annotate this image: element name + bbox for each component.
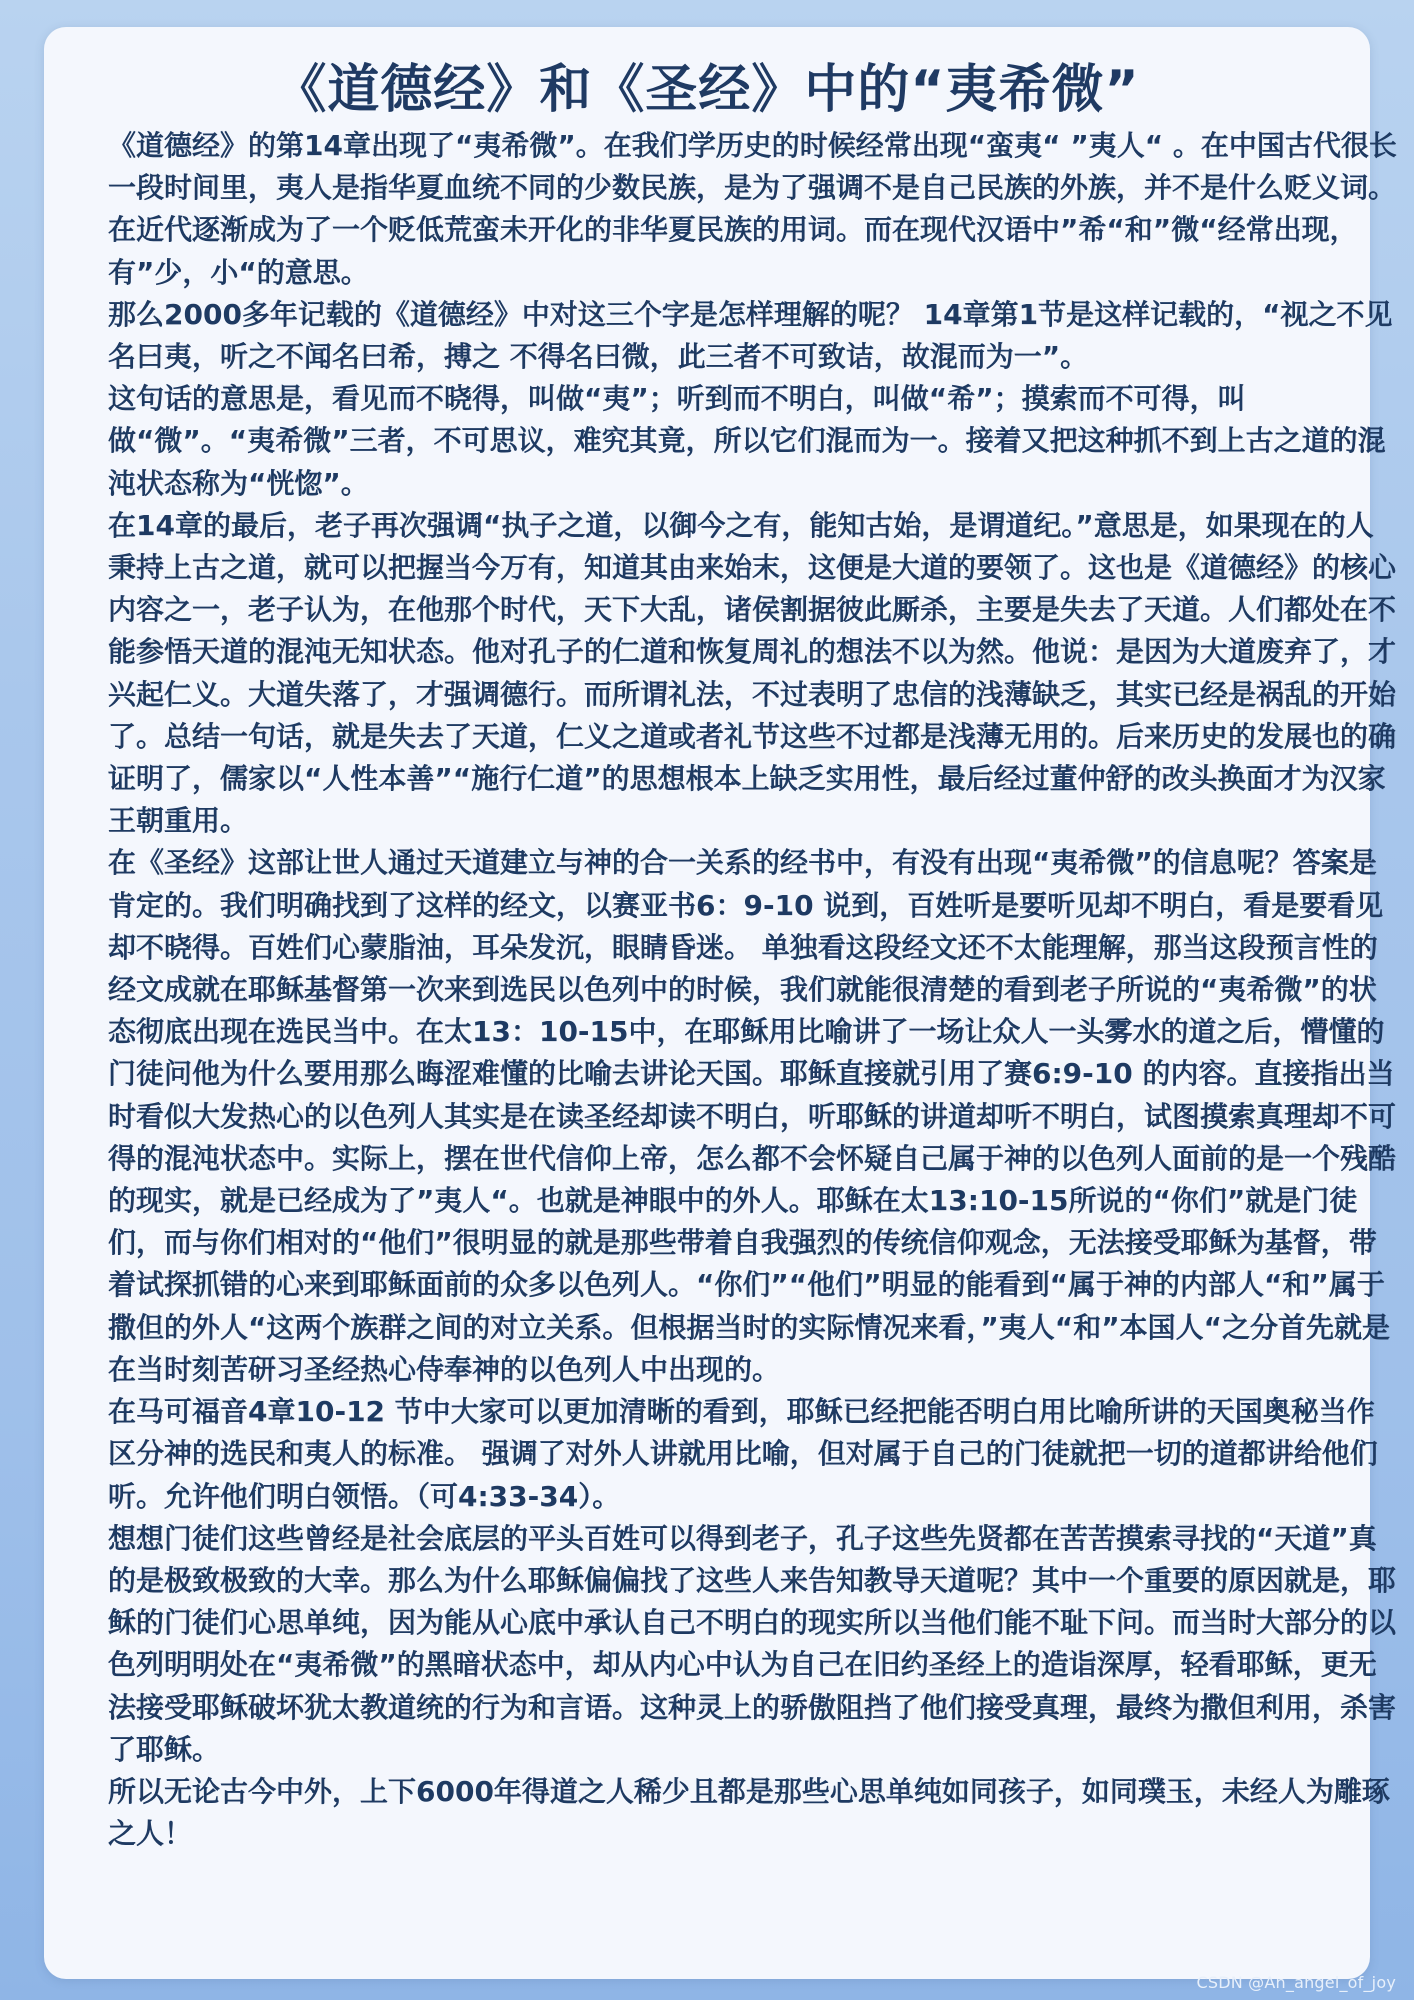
paragraph-3: 这句话的意思是，看见而不晓得，叫做“夷”；听到而不明白，叫做“希”；摸索而不可得，叫做“微”。“夷希微”三者，不可思议，难究其竟，所以它们混而为一。接着又把这种抓不到上古之道的混沌状态称为“恍惚”。: [108, 382, 1386, 500]
paragraph-8: 所以无论古今中外，上下6000年得道之人稀少且都是那些心思单纯如同孩子，如同璞玉，未经人为雕琢之人！: [108, 1774, 1390, 1851]
paragraph-1: 《道德经》的第14章出现了“夷希微”。在我们学历史的时候经常出现“蛮夷“ ”夷人“ 。在中国古代很长一段时间里，夷人是指华夏血统不同的少数民族，是为了强调不是自己民族的外族，并不是什么贬义词。在近代逐渐成为了一个贬低荒蛮未开化的非华夏民族的用词。而在现代汉语中”希“和”微“经常出现，有”少，小“的意思。: [108, 129, 1397, 289]
paragraph-4: 在14章的最后，老子再次强调“执子之道，以御今之有，能知古始，是谓道纪。”意思是，如果现在的人秉持上古之道，就可以把握当今万有，知道其由来始末，这便是大道的要领了。这也是《道德经》的核心内容之一，老子认为，在他那个时代，天下大乱，诸侯割据彼此厮杀，主要是失去了天道。人们都处在不能参悟天道的混沌无知状态。他对孔子的仁道和恢复周礼的想法不以为然。他说：是因为大道废弃了，才兴起仁义。大道失落了，才强调德行。而所谓礼法，不过表明了忠信的浅薄缺乏，其实已经是祸乱的开始了。总结一句话，就是失去了天道，仁义之道或者礼节这些不过都是浅薄无用的。后来历史的发展也的确证明了，儒家以“人性本善”“施行仁道”的思想根本上缺乏实用性，最后经过董仲舒的改头换面才为汉家王朝重用。: [108, 508, 1397, 838]
article-title: 《道德经》和《圣经》中的“夷希微”: [274, 60, 1140, 120]
paragraph-7: 想想门徒们这些曾经是社会底层的平头百姓可以得到老子，孔子这些先贤都在苦苦摸索寻找的“天道”真的是极致极致的大幸。那么为什么耶稣偏偏找了这些人来告知教导天道呢？其中一个重要的原因就是，耶稣的门徒们心思单纯，因为能从心底中承认自己不明白的现实所以当他们能不耻下问。而当时大部分的以色列明明处在“夷希微”的黑暗状态中，却从内心中认为自己在旧约圣经上的造诣深厚，轻看耶稣，更无法接受耶稣破坏犹太教道统的行为和言语。这种灵上的骄傲阻挡了他们接受真理，最终为撒但利用，杀害了耶稣。: [108, 1521, 1397, 1766]
article-body: [108, 125, 1398, 1855]
paragraph-5: 在《圣经》这部让世人通过天道建立与神的合一关系的经书中，有没有出现“夷希微”的信息呢？答案是肯定的。我们明确找到了这样的经文，以赛亚书6：9-10 说到，百姓听是要听见却不明白，看是要看见却不晓得。百姓们心蒙脂油，耳朵发沉，眼睛昏迷。 单独看这段经文还不太能理解，那当这段预言性的经文成就在耶稣基督第一次来到选民以色列中的时候，我们就能很清楚的看到老子所说的“夷希微”的状态彻底出现在选民当中。在太13：10-15中，在耶稣用比喻讲了一场让众人一头雾水的道之后，懵懂的门徒问他为什么要用那么晦涩难懂的比喻去讲论天国。耶稣直接就引用了赛6:9-10 的内容。直接指出当时看似大发热心的以色列人其实是在读圣经却读不明白，听耶稣的讲道却听不明白，试图摸索真理却不可得的混沌状态中。实际上，摆在世代信仰上帝，怎么都不会怀疑自己属于神的以色列人面前的是一个残酷的现实，就是已经成为了”夷人“。也就是神眼中的外人。耶稣在太13:10-15所说的“你们”就是门徒们，而与你们相对的“他们”很明显的就是那些带着自我强烈的传统信仰观念，无法接受耶稣为基督，带着试探抓错的心来到耶稣面前的众多以色列人。“你们”“他们”明显的能看到“属于神的内部人“和”属于撒但的外人“这两个族群之间的对立关系。但根据当时的实际情况来看，”夷人“和”本国人“之分首先就是在当时刻苦研习圣经热心侍奉神的以色列人中出现的。: [108, 846, 1397, 1386]
watermark: CSDN @An_angel_of_joy: [1196, 1973, 1396, 1992]
article-card: [44, 27, 1397, 1979]
paragraph-2: 那么2000多年记载的《道德经》中对这三个字是怎样理解的呢？ 14章第1节是这样记载的，“视之不见名曰夷，听之不闻名曰希，搏之 不得名曰微，此三者不可致诘，故混而为一”。: [108, 297, 1393, 374]
paragraph-6: 在马可福音4章10-12 节中大家可以更加清晰的看到，耶稣已经把能否明白用比喻所讲的天国奥秘当作区分神的选民和夷人的标准。 强调了对外人讲就用比喻，但对属于自己的门徒就把一切的道都讲给他们听。允许他们明白领悟。（可4:33-34）。: [108, 1395, 1378, 1513]
